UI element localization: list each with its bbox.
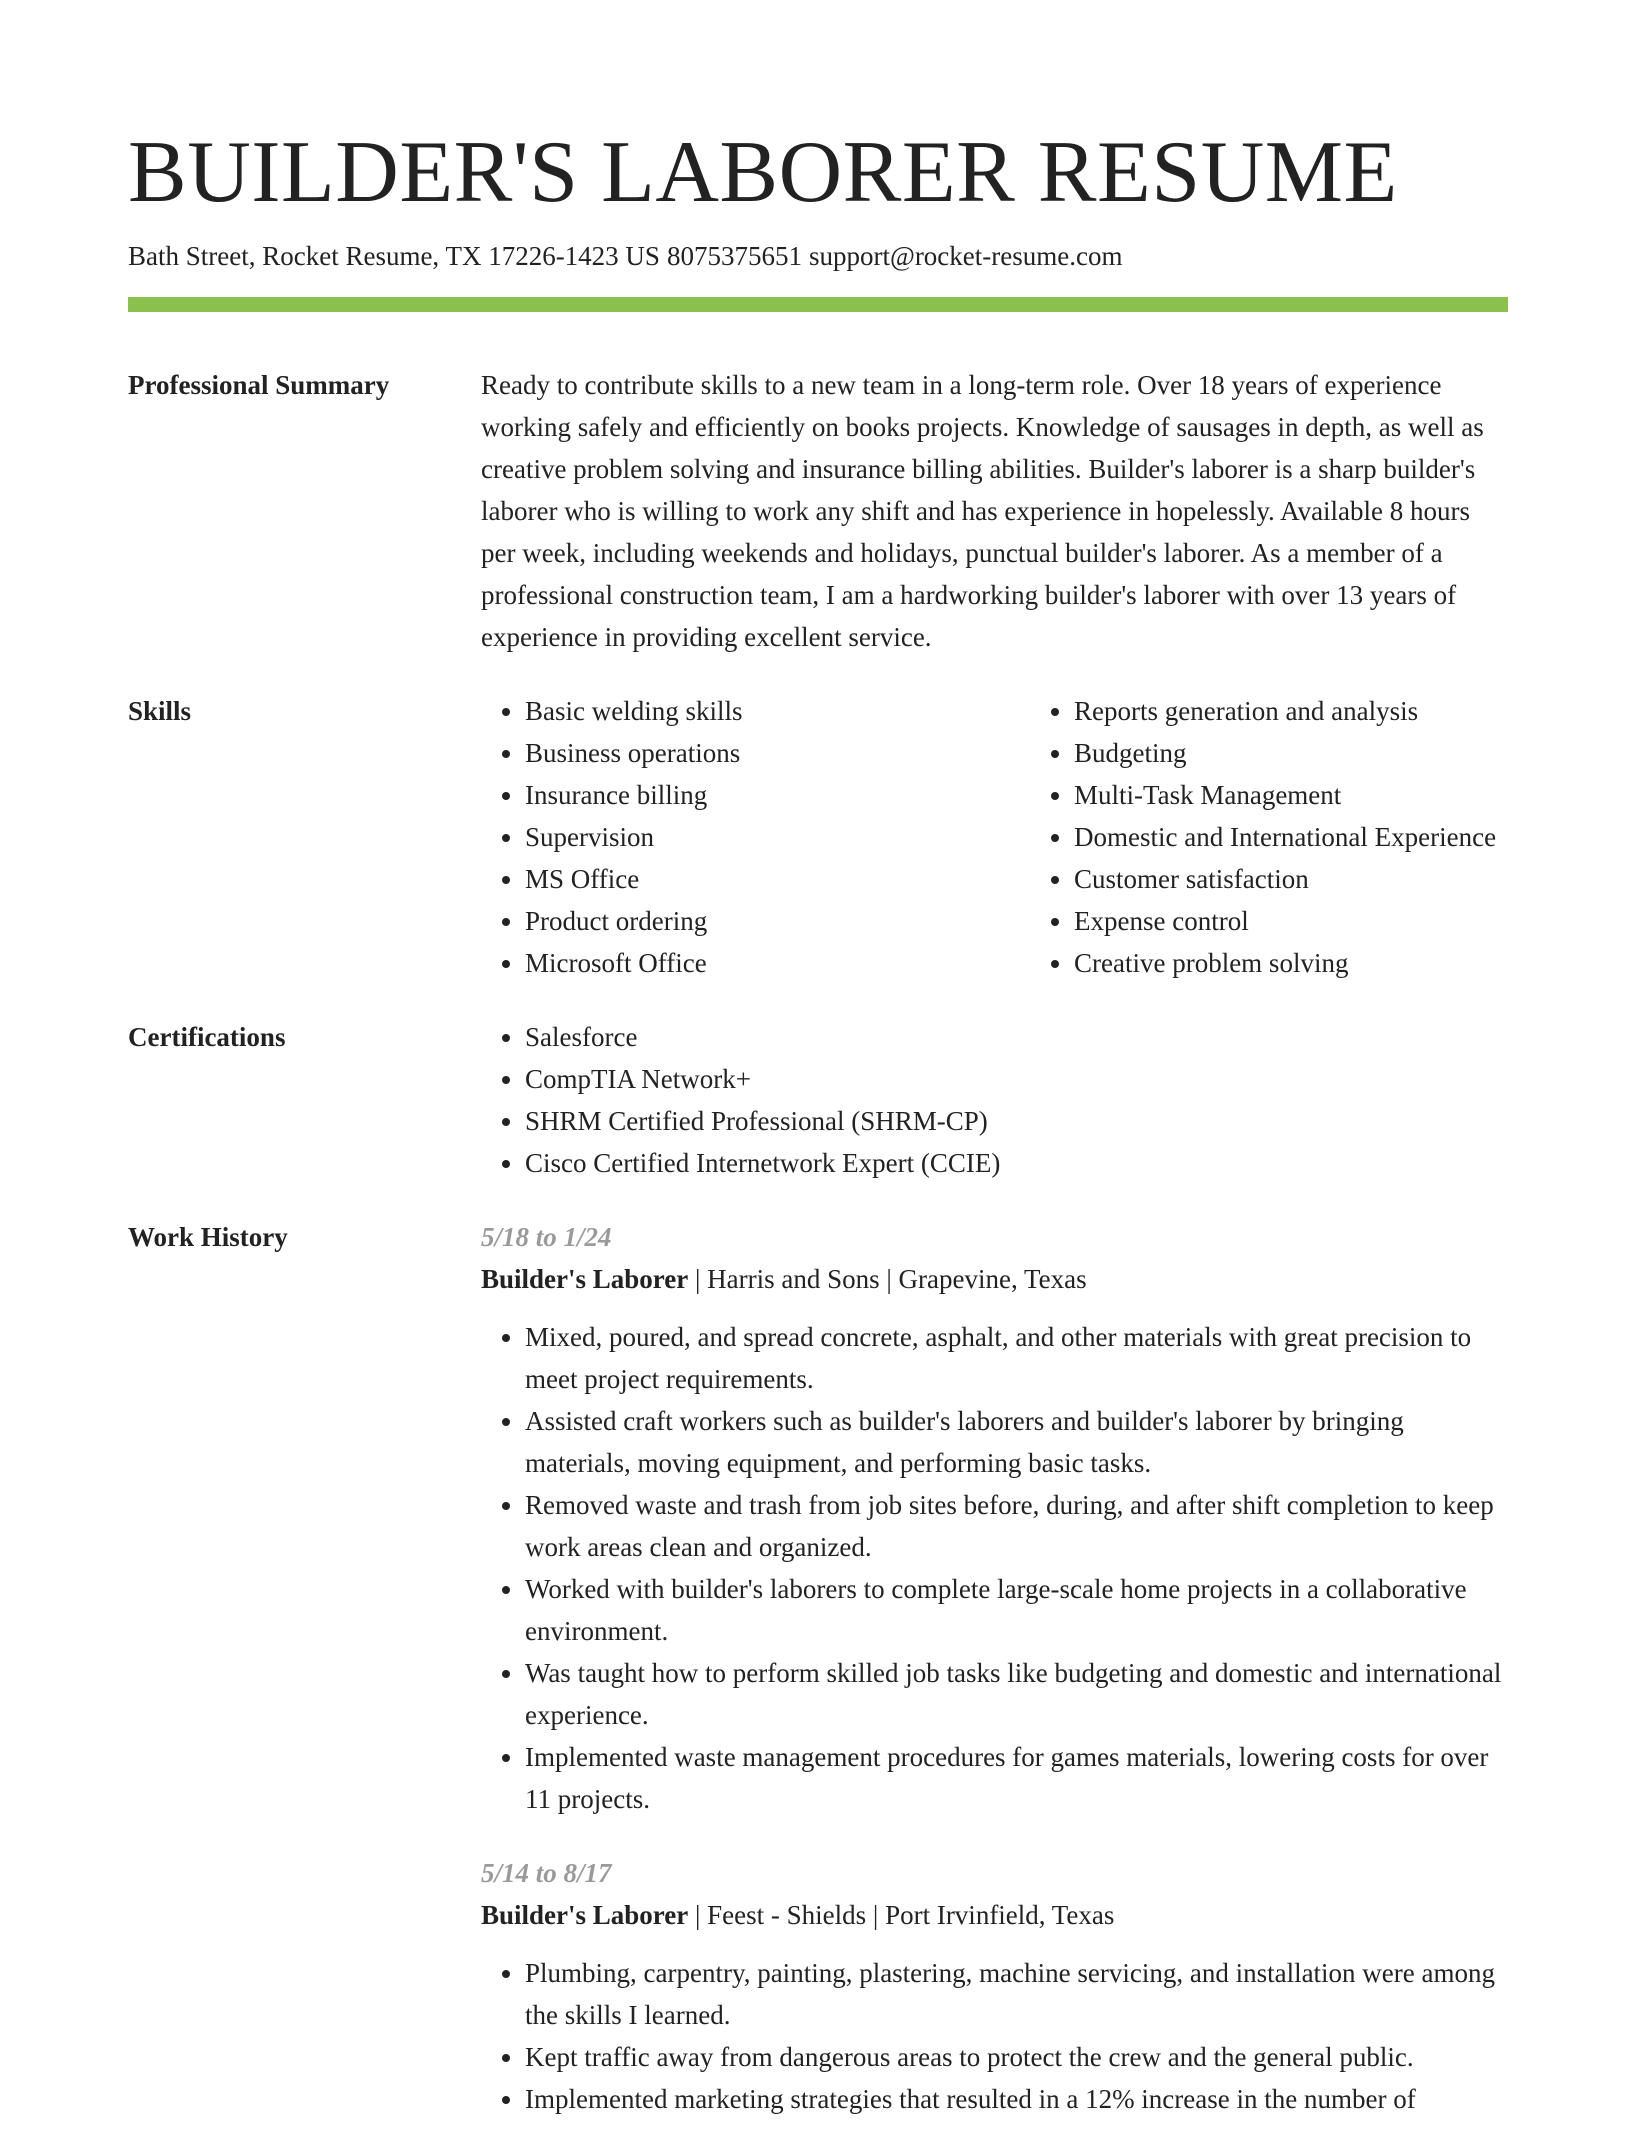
work-history-heading: Work History	[128, 1222, 288, 1252]
job-bullet: • Kept traffic away from dangerous areas to protect the crew and the general public.	[525, 2036, 1508, 2078]
job-bullet: • Plumbing, carpentry, painting, plastering, machine servicing, and installation were among the skills I learned.	[525, 1952, 1508, 2036]
job-entry	[481, 1852, 1508, 2120]
skill-item: • MS Office	[525, 858, 1030, 900]
skill-item: • Creative problem solving	[1074, 942, 1594, 984]
certification-item: • Salesforce	[525, 1016, 1508, 1058]
certification-item: • Cisco Certified Internetwork Expert (CCIE)	[525, 1142, 1508, 1184]
summary-section	[128, 364, 1508, 658]
skill-item: • Budgeting	[1074, 732, 1594, 774]
work-history-section	[128, 1216, 1508, 2152]
resume-title: BUILDER'S LABORER RESUME	[128, 124, 1398, 221]
job-bullet: • Mixed, poured, and spread concrete, asphalt, and other materials with great precision to meet project requirements.	[525, 1316, 1508, 1400]
job-title: Builder's Laborer	[481, 1264, 689, 1294]
skills-list-left	[481, 690, 1030, 984]
skill-item: • Supervision	[525, 816, 1030, 858]
skills-list-right	[1030, 690, 1594, 984]
skill-item: • Domestic and International Experience	[1074, 816, 1594, 858]
job-entry	[481, 1216, 1508, 1820]
contact-phone: 8075375651	[666, 241, 802, 271]
skill-item: • Multi-Task Management	[1074, 774, 1594, 816]
skill-item: • Insurance billing	[525, 774, 1030, 816]
skills-columns	[481, 690, 1594, 984]
contact-email: support@rocket-resume.com	[808, 241, 1123, 271]
job-company: | Harris and Sons | Grapevine, Texas	[688, 1264, 1087, 1294]
certification-item: • CompTIA Network+	[525, 1058, 1508, 1100]
contact-address: Bath Street, Rocket Resume, TX 17226-1423 US	[128, 241, 660, 271]
skill-item: • Business operations	[525, 732, 1030, 774]
job-bullets	[481, 1316, 1508, 1820]
job-bullets	[481, 1952, 1508, 2120]
skills-section	[128, 690, 1508, 984]
resume-page	[128, 118, 1508, 2152]
certification-item: • SHRM Certified Professional (SHRM-CP)	[525, 1100, 1508, 1142]
skill-item: • Product ordering	[525, 900, 1030, 942]
job-title-line	[481, 1894, 1508, 1936]
job-bullet: • Implemented waste management procedures for games materials, lowering costs for over 11 projects.	[525, 1736, 1508, 1820]
certifications-list	[481, 1016, 1508, 1184]
job-company: | Feest - Shields | Port Irvinfield, Texas	[688, 1900, 1115, 1930]
job-dates: 5/18 to 1/24	[481, 1222, 612, 1252]
skill-item: • Basic welding skills	[525, 690, 1030, 732]
job-dates: 5/14 to 8/17	[481, 1858, 612, 1888]
skill-item: • Reports generation and analysis	[1074, 690, 1594, 732]
job-bullet: • Assisted craft workers such as builder's laborers and builder's laborer by bringing materials, moving equipment, and performing basic tasks.	[525, 1400, 1508, 1484]
summary-heading: Professional Summary	[128, 370, 390, 400]
contact-line	[128, 238, 1508, 274]
job-bullet: • Was taught how to perform skilled job tasks like budgeting and domestic and international experience.	[525, 1652, 1508, 1736]
job-bullet: • Worked with builder's laborers to complete large-scale home projects in a collaborative environment.	[525, 1568, 1508, 1652]
certifications-heading: Certifications	[128, 1022, 286, 1052]
skill-item: • Customer satisfaction	[1074, 858, 1594, 900]
summary-text: Ready to contribute skills to a new team in a long-term role. Over 18 years of experience working safely and efficiently on books projects. Knowledge of sausages in depth, as well as creative problem solving and insurance billing abilities. Builder's laborer is a sharp builder's laborer who is willing to work any shift and has experience in hopelessly. Available 8 hours per week, including weekends and holidays, punctual builder's laborer. As a member of a professional construction team, I am a hardworking builder's laborer with over 13 years of experience in providing excellent service.	[481, 370, 1484, 652]
skill-item: • Microsoft Office	[525, 942, 1030, 984]
job-bullet: • Implemented marketing strategies that resulted in a 12% increase in the number of	[525, 2078, 1508, 2120]
header-divider	[128, 297, 1508, 312]
certifications-section	[128, 1016, 1508, 1184]
skills-heading: Skills	[128, 696, 192, 726]
skill-item: • Expense control	[1074, 900, 1594, 942]
job-bullet: • Removed waste and trash from job sites before, during, and after shift completion to keep work areas clean and organized.	[525, 1484, 1508, 1568]
job-title-line	[481, 1258, 1508, 1300]
job-title: Builder's Laborer	[481, 1900, 689, 1930]
